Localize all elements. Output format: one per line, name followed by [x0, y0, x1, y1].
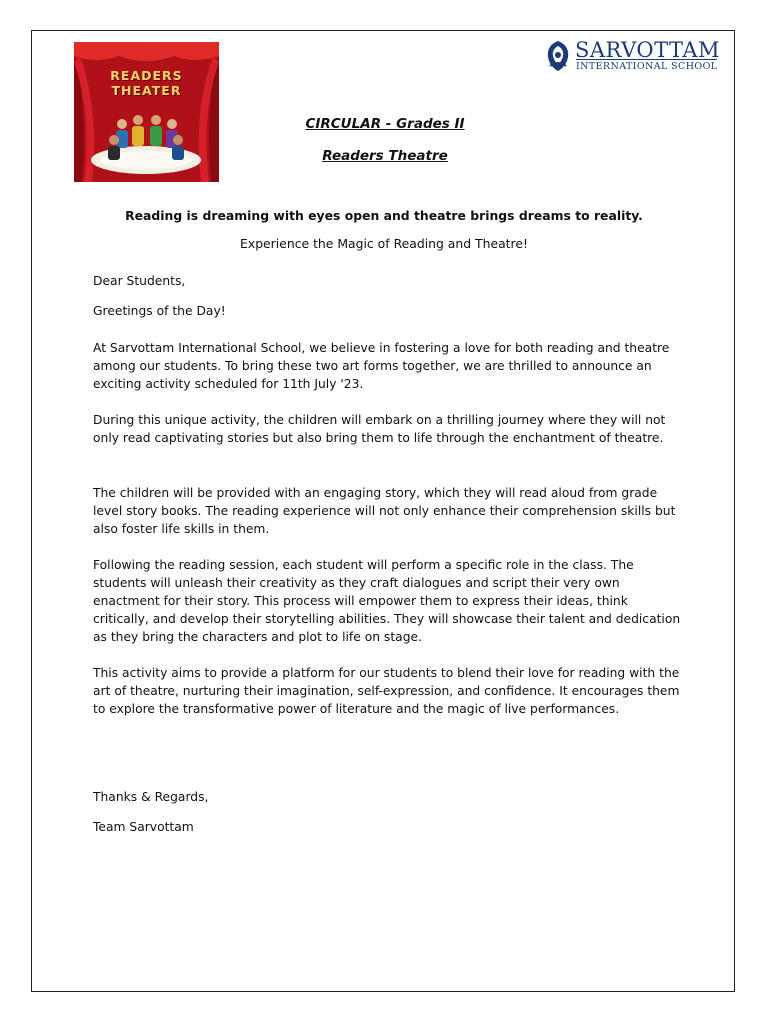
paragraph: Following the reading session, each student will perform a specific role in the class. The students will unleash their creativity as they craft dialogues and script their very own enactment for their story. This process will empower them to express their ideas, think critically, and develop their storytelling abilities. They will showcase their talent and dedication as they bring the characters and plot to life on stage.	[93, 558, 681, 644]
paragraph: At Sarvottam International School, we believe in fostering a love for both reading and theatre among our students. To bring these two art forms together, we are thrilled to announce an exciting activity scheduled for 11th July '23.	[93, 341, 670, 391]
poster-title-line2: THEATER	[111, 83, 182, 98]
school-subtitle: INTERNATIONAL SCHOOL	[576, 61, 718, 72]
subtagline: Experience the Magic of Reading and Theatre!	[240, 236, 528, 251]
paragraph: During this unique activity, the children will embark on a thrilling journey where they will not only read captivating stories but also bring them to life through the enchantment of theatre.	[93, 413, 666, 445]
school-name: SARVOTTAM	[575, 38, 721, 62]
closing: Thanks & Regards,	[93, 790, 209, 804]
paragraph-aims	[93, 664, 683, 718]
paragraph-performance	[93, 556, 683, 646]
signature: Team Sarvottam	[93, 820, 194, 834]
school-crest-icon	[544, 40, 572, 72]
school-logo	[544, 38, 719, 74]
circular-heading: CIRCULAR - Grades II	[305, 116, 465, 132]
circular-title: Readers Theatre	[322, 148, 448, 164]
paragraph-story	[93, 484, 683, 538]
tagline: Reading is dreaming with eyes open and theatre brings dreams to reality.	[125, 208, 643, 223]
greeting: Greetings of the Day!	[93, 304, 226, 318]
paragraph: The children will be provided with an engaging story, which they will read aloud from grade level story books. The reading experience will not only enhance their comprehension skills but also foster life skills in them.	[93, 486, 676, 536]
poster-title	[74, 68, 219, 98]
poster-title-line1: READERS	[110, 68, 183, 83]
paragraph-journey	[93, 411, 683, 447]
poster-illustration	[74, 42, 219, 182]
readers-theater-poster	[74, 42, 219, 182]
paragraph: This activity aims to provide a platform for our students to blend their love for reading with the art of theatre, nurturing their imagination, self-expression, and confidence. It encourages them to explore the transformative power of literature and the magic of live performances.	[93, 666, 680, 716]
paragraph-intro	[93, 339, 683, 393]
salutation: Dear Students,	[93, 274, 186, 288]
